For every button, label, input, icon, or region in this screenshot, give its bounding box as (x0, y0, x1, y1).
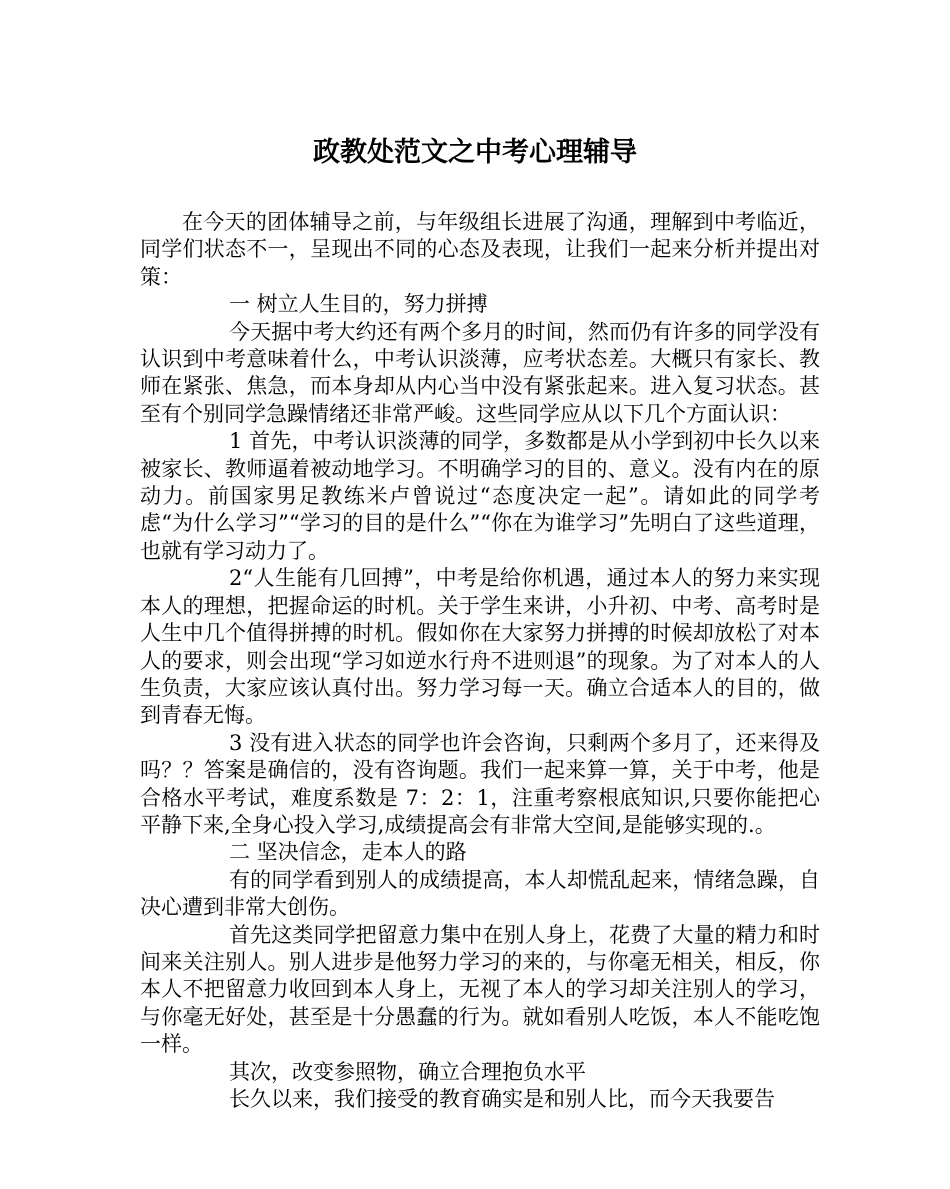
paragraph: 今天据中考大约还有两个多月的时间，然而仍有许多的同学没有认识到中考意味着什么，中考认识淡薄，应考状态差。大概只有家长、教师在紧张、焦急，而本身却从内心当中没有紧张起来。进入复习状态。甚至有个别同学急躁情绪还非常严峻。这些同学应从以下几个方面认识： (140, 319, 820, 426)
paragraph: 其次，改变参照物，确立合理抱负水平 (229, 1059, 586, 1084)
document-body (140, 209, 820, 1113)
paragraph: 长久以来，我们接受的教育确实是和别人比，而今天我要告 (229, 1087, 775, 1111)
paragraph: 2“人生能有几回搏”，中考是给你机遇，通过本人的努力来实现本人的理想，把握命运的时机。关于学生来讲，小升初、中考、高考时是人生中几个值得拼搏的时机。假如你在大家努力拼搏的时候却放松了对本人的要求，则会出现“学习如逆水行舟不进则退”的现象。为了对本人的人生负责，大家应该认真付出。努力学习每一天。确立合适本人的目的，做到青春无悔。 (140, 566, 820, 728)
paragraph: 首先这类同学把留意力集中在别人身上，花费了大量的精力和时间来关注别人。别人进步是他努力学习的来的，与你毫无相关，相反，你本人不把留意力收回到本人身上，无视了本人的学习却关注别人的学习，与你毫无好处，甚至是十分愚蠢的行为。就如看别人吃饭，本人不能吃饱一样。 (140, 922, 820, 1057)
paragraph: 3 没有进入状态的同学也许会咨询，只剩两个多月了，还来得及吗？？答案是确信的，没有咨询题。我们一起来算一算，关于中考，他是合格水平考试，难度系数是 7：2：1，注重考察根底知识,只要你能把心平静下来,全身心投入学习,成绩提高会有非常大空间,是能够实现的.。 (140, 730, 820, 837)
paragraph: 一 树立人生目的，努力拼搏 (229, 292, 488, 317)
paragraph: 1 首先，中考认识淡薄的同学，多数都是从小学到初中长久以来被家长、教师逼着被动地学习。不明确学习的目的、意义。没有内在的原动力。前国家男足教练米卢曾说过“态度决定一起”。请如此的同学考虑“为什么学习”“学习的目的是什么”“你在为谁学习”先明白了这些道理，也就有学习动力了。 (140, 429, 820, 563)
paragraph: 有的同学看到别人的成绩提高，本人却慌乱起来，情绪急躁，自决心遭到非常大创伤。 (140, 867, 820, 920)
paragraph: 二 坚决信念，走本人的路 (229, 840, 467, 865)
paragraph: 在今天的团体辅导之前，与年级组长进展了沟通，理解到中考临近，同学们状态不一，呈现出不同的心态及表现，让我们一起来分析并提出对策： (140, 210, 820, 289)
page-title: 政教处范文之中考心理辅导 (313, 137, 637, 168)
